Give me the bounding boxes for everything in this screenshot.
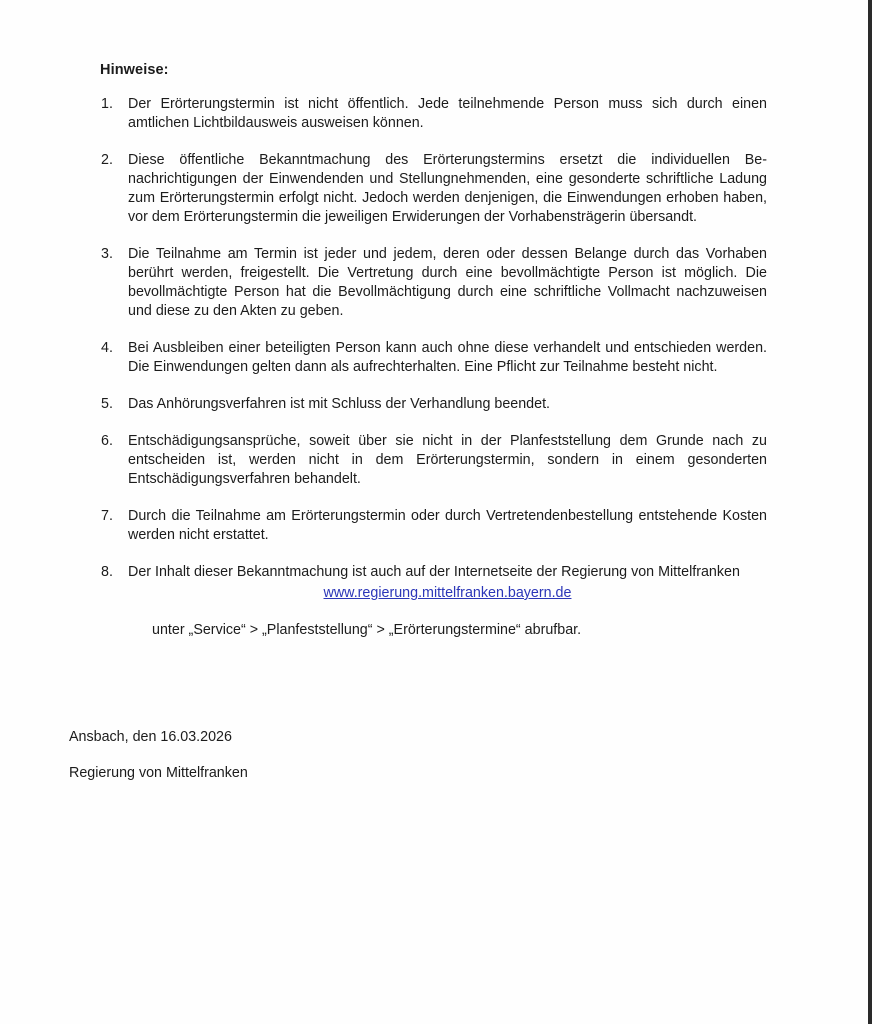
note-number: 4. [101, 340, 113, 356]
note-number: 2. [101, 152, 113, 168]
notes-heading: Hinweise: [100, 62, 169, 78]
note-text: Das Anhörungsverfahren ist mit Schluss der Verhandlung beendet. [128, 396, 551, 412]
note-text-block [128, 563, 767, 640]
website-link-line [128, 584, 767, 603]
place-and-date: Ansbach, den 16.03.2026 [69, 729, 232, 745]
note-text: Diese öffentliche Bekanntmachung des Erörterungstermins ersetzt die individuellen Benachrichtigungen der Einwendenden und Stellungnehmenden, eine gesonderte schriftliche Ladung zum Erörterungstermin erfolgt nicht. Jedoch werden denjenigen, die Einwendungen erhoben haben, vor dem Erörterungstermin die jeweiligen Erwiderungen der Vorhabensträgerin übersandt. [128, 152, 767, 225]
note-item-4 [100, 339, 767, 377]
notes-list [100, 95, 767, 658]
issuing-authority: Regierung von Mittelfranken [69, 765, 248, 781]
note-item-2 [100, 151, 767, 227]
note-text: Entschädigungsansprüche, soweit über sie nicht in der Planfeststellung dem Grunde nach zu entscheiden ist, werden nicht in dem Erörterungstermin, sondern in einem gesonderten Entschädigungsverfahren behandelt. [128, 433, 767, 487]
note-text: Bei Ausbleiben einer beteiligten Person kann auch ohne diese verhandelt und entschieden werden. Die Einwendungen gelten dann als aufrechterhalten. Eine Pflicht zur Teilnahme besteht nicht. [128, 340, 767, 375]
note-item-6 [100, 432, 767, 489]
navigation-path: unter „Service“ > „Planfeststellung“ > „Erörterungstermine“ abrufbar. [152, 622, 582, 638]
note-number: 6. [101, 433, 113, 449]
note-number: 5. [101, 396, 113, 412]
note-item-5 [100, 395, 767, 414]
note-text: Die Teilnahme am Termin ist jeder und jedem, deren oder dessen Belange durch das Vorhaben berührt werden, freigestellt. Die Vertretung durch eine bevollmächtigte Person ist möglich. Die bevollmächtigte Person hat die Bevollmächtigung durch eine schriftliche Vollmacht nachzuweisen und diese zu den Akten zu geben. [128, 246, 767, 319]
note-number: 7. [101, 508, 113, 524]
website-link[interactable]: www.regierung.mittelfranken.bayern.de [323, 585, 572, 601]
note-item-3 [100, 245, 767, 321]
note-item-8 [100, 563, 767, 640]
note-text: Der Erörterungstermin ist nicht öffentlich. Jede teilnehmende Person muss sich durch einen amtlichen Lichtbildausweis ausweisen können. [128, 96, 767, 131]
note-item-7 [100, 507, 767, 545]
note-text: Durch die Teilnahme am Erörterungstermin oder durch Vertretendenbestellung entstehende Kosten werden nicht erstattet. [128, 508, 767, 543]
note-number: 1. [101, 96, 113, 112]
page-edge-divider [868, 0, 872, 1024]
note-item-1 [100, 95, 767, 133]
note-text: Der Inhalt dieser Bekanntmachung ist auch auf der Internetseite der Regierung von Mittelfranken [128, 564, 740, 580]
note-number: 3. [101, 246, 113, 262]
note-number: 8. [101, 564, 113, 580]
